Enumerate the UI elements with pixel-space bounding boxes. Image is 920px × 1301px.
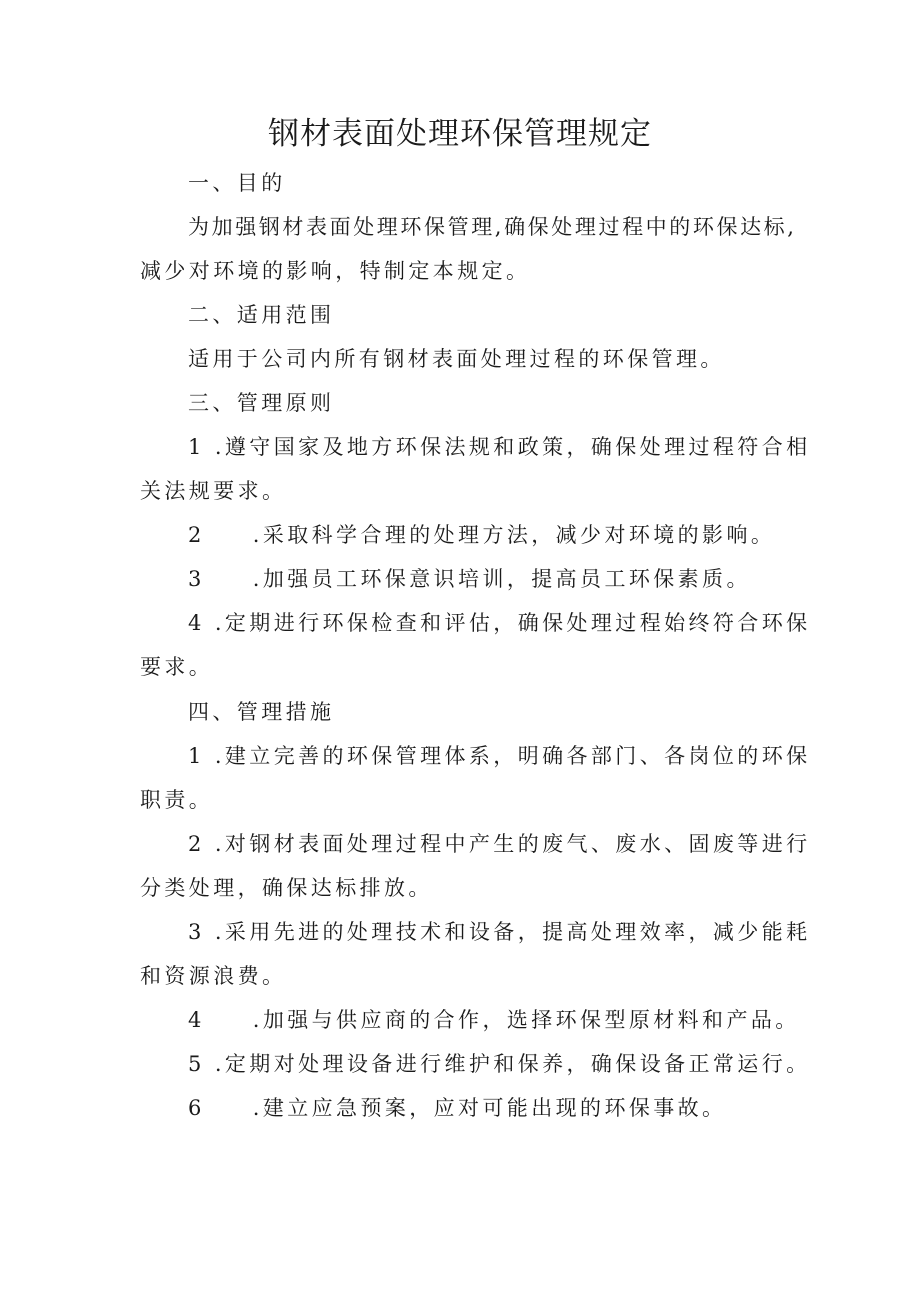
purpose-paragraph-line-2: 减少对环境的影响，特制定本规定。 — [140, 259, 531, 283]
scope-paragraph: 适用于公司内所有钢材表面处理过程的环保管理。 — [188, 347, 725, 371]
measures-item-4-number: 4 — [188, 1008, 205, 1032]
measures-item-3-line-1: 3 .采用先进的处理技术和设备，提高处理效率，减少能耗 — [188, 920, 811, 944]
section-heading-measures: 四、管理措施 — [188, 700, 335, 724]
measures-item-2-line-1: 2 .对钢材表面处理过程中产生的废气、废水、固废等进行 — [188, 832, 811, 856]
measures-item-3-line-2: 和资源浪费。 — [140, 964, 287, 988]
measures-item-1-line-2: 职责。 — [140, 788, 214, 812]
measures-item-6 — [188, 1093, 726, 1123]
purpose-paragraph-line-1: 为加强钢材表面处理环保管理,确保处理过程中的环保达标, — [188, 215, 797, 239]
principles-item-2-text: .采取科学合理的处理方法，减少对环境的影响。 — [252, 523, 776, 547]
section-heading-principles: 三、管理原则 — [188, 391, 335, 415]
principles-item-1-line-1: 1 .遵守国家及地方环保法规和政策，确保处理过程符合相 — [188, 435, 811, 459]
measures-item-4-text: .加强与供应商的合作，选择环保型原材料和产品。 — [252, 1008, 800, 1032]
section-heading-scope: 二、适用范围 — [188, 303, 335, 327]
principles-item-3 — [188, 564, 751, 594]
section-heading-purpose: 一、目的 — [188, 171, 286, 195]
principles-item-2 — [188, 520, 775, 550]
principles-item-3-text: .加强员工环保意识培训，提高员工环保素质。 — [252, 567, 751, 591]
principles-item-1-line-2: 关法规要求。 — [140, 479, 287, 503]
principles-item-3-number: 3 — [188, 567, 205, 591]
measures-item-5: 5 .定期对处理设备进行维护和保养，确保设备正常运行。 — [188, 1052, 811, 1076]
document-title: 钢材表面处理环保管理规定 — [268, 116, 652, 152]
principles-item-4-line-2: 要求。 — [140, 655, 214, 679]
measures-item-6-text: .建立应急预案，应对可能出现的环保事故。 — [252, 1096, 727, 1120]
measures-item-6-number: 6 — [188, 1096, 205, 1120]
measures-item-4 — [188, 1005, 800, 1035]
principles-item-4-line-1: 4 .定期进行环保检查和评估，确保处理过程始终符合环保 — [188, 611, 811, 635]
measures-item-1-line-1: 1 .建立完善的环保管理体系，明确各部门、各岗位的环保 — [188, 744, 811, 768]
measures-item-2-line-2: 分类处理，确保达标排放。 — [140, 876, 433, 900]
principles-item-2-number: 2 — [188, 523, 205, 547]
